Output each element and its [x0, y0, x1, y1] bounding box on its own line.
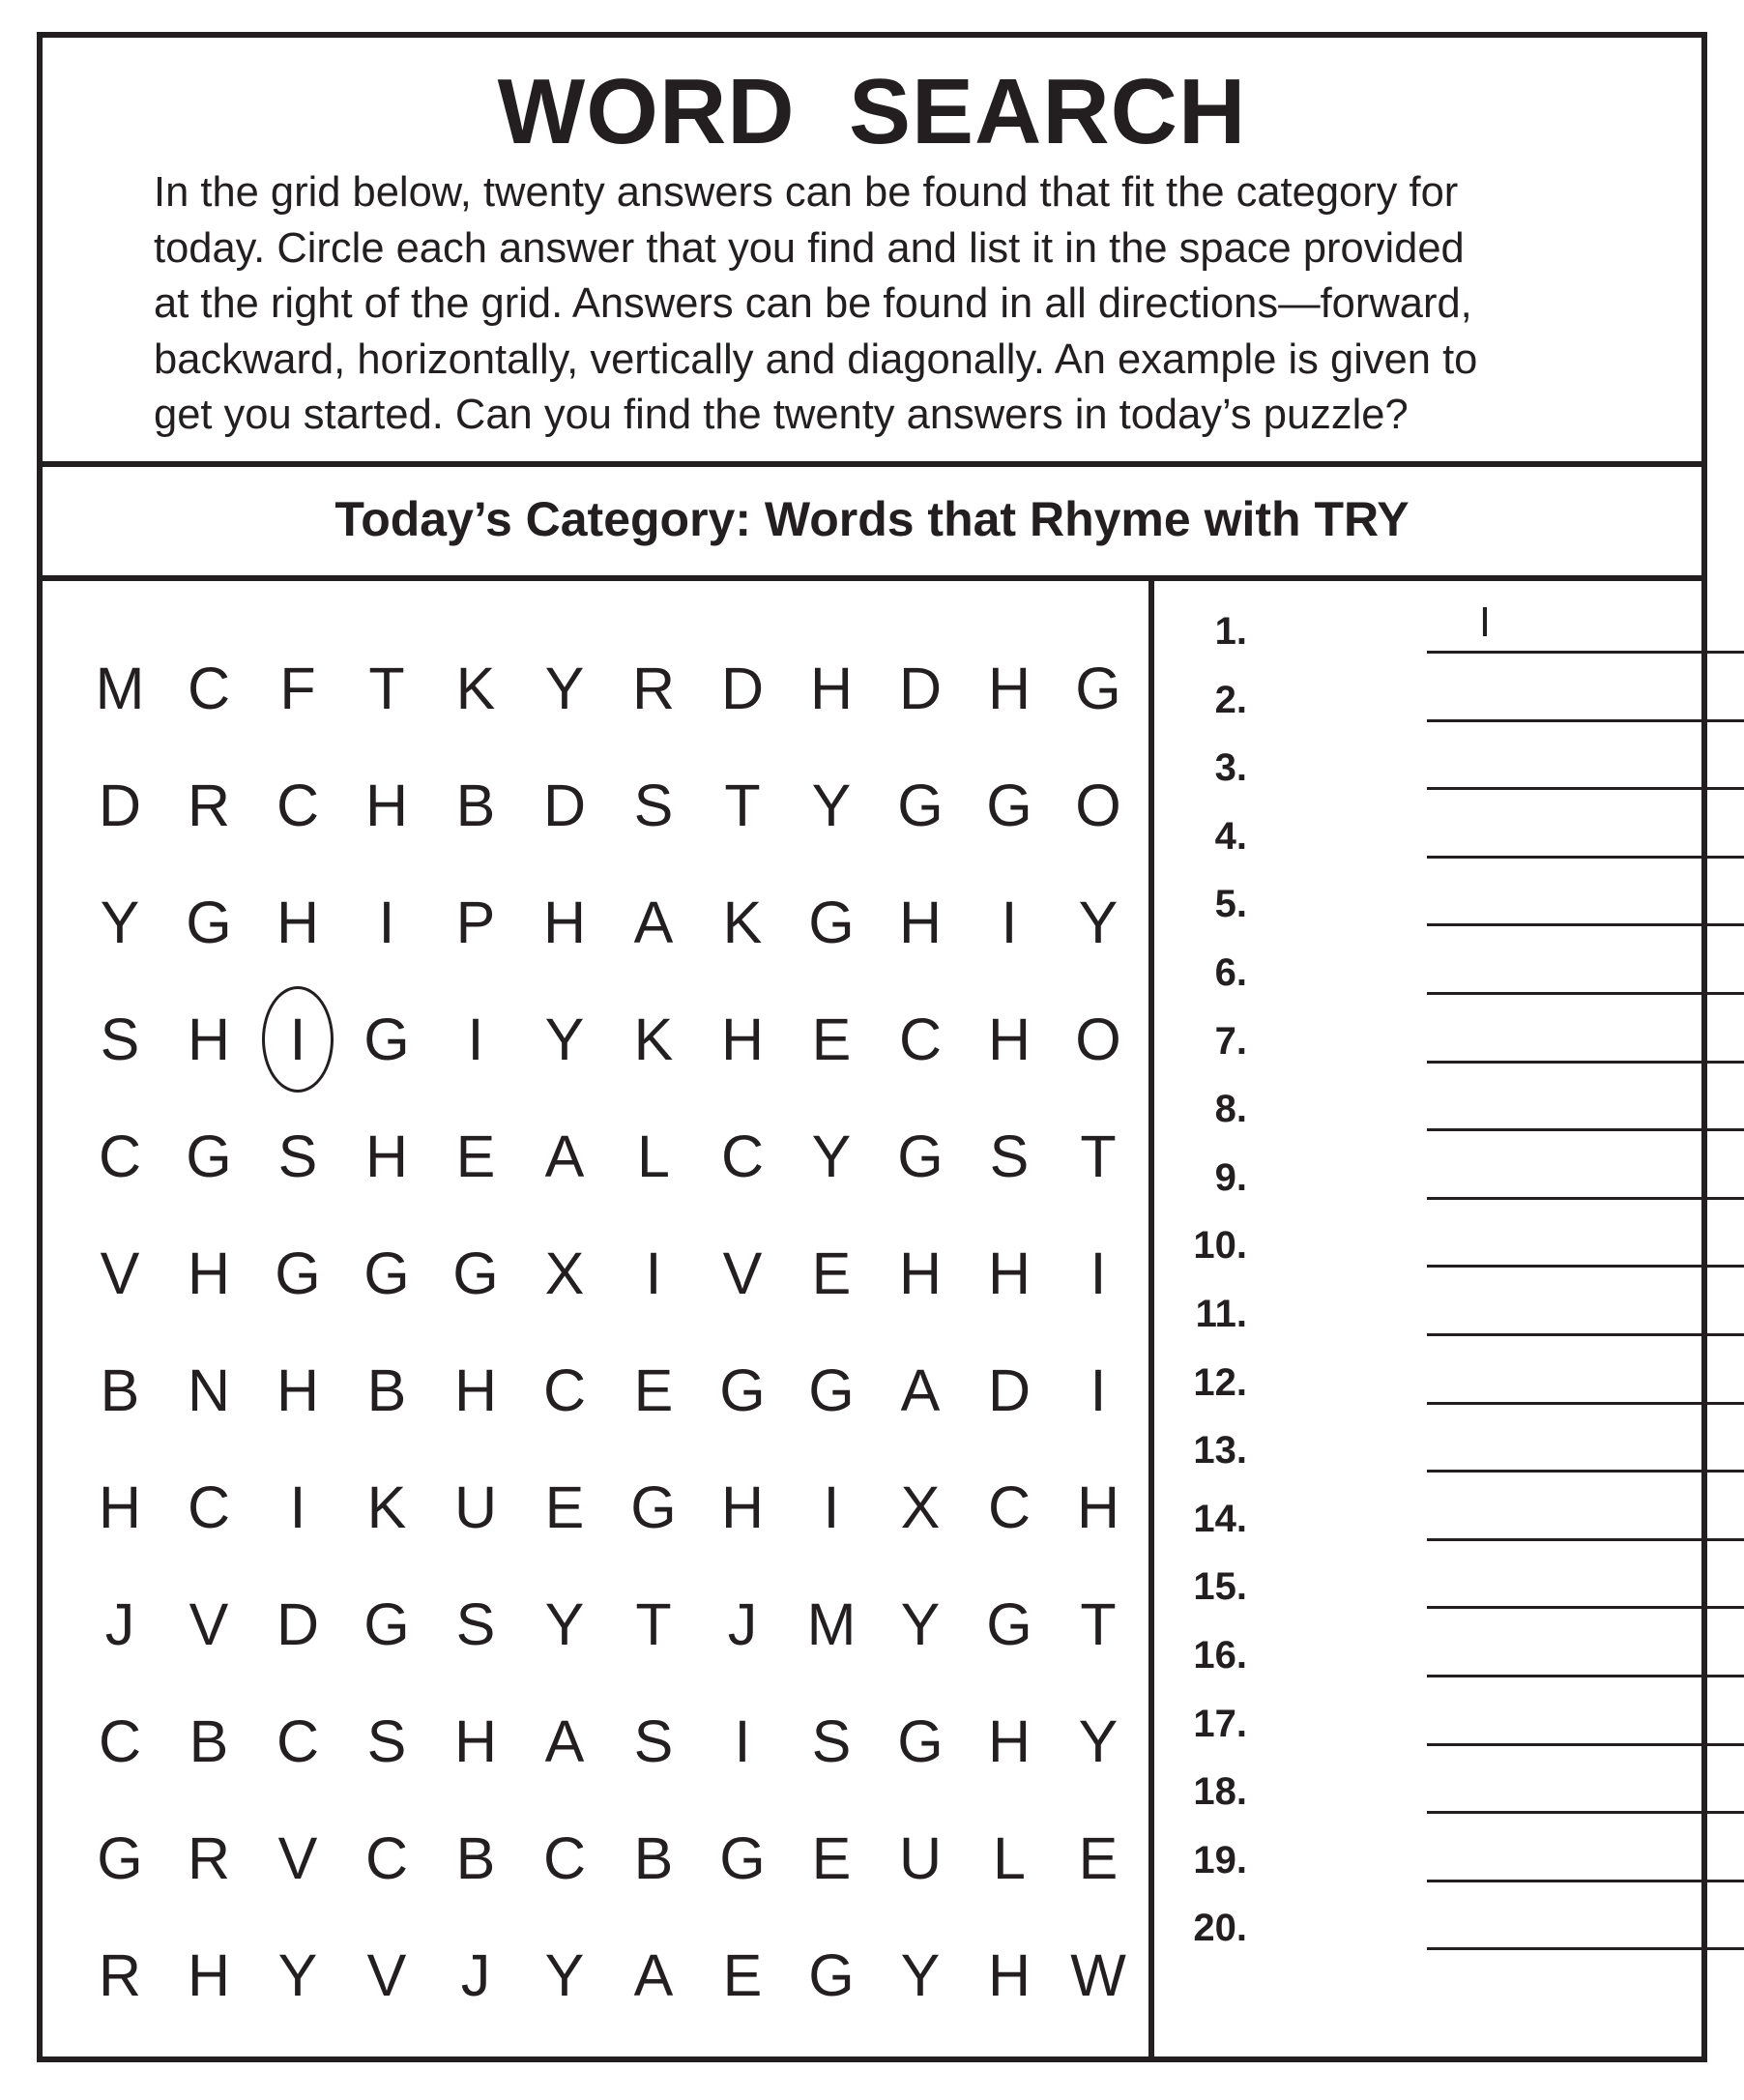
- grid-letter[interactable]: T: [1080, 1123, 1117, 1189]
- grid-letter[interactable]: S: [100, 1006, 140, 1072]
- answer-number: 12.: [1193, 1360, 1247, 1404]
- grid-letter[interactable]: Y: [811, 772, 852, 838]
- answer-row: [1154, 1701, 1701, 1772]
- grid-letter[interactable]: G: [630, 1473, 677, 1540]
- answer-row: [1154, 1905, 1701, 1976]
- answer-blank-line[interactable]: [1427, 1675, 1744, 1677]
- grid-letter[interactable]: H: [809, 655, 854, 721]
- answer-number: 6.: [1214, 951, 1247, 994]
- grid-letter[interactable]: S: [989, 1123, 1030, 1189]
- answer-row: [1154, 1018, 1701, 1090]
- grid-letter[interactable]: G: [897, 1707, 944, 1774]
- answer-number: 15.: [1193, 1565, 1247, 1609]
- grid-letter[interactable]: C: [542, 1824, 587, 1891]
- grid-letter[interactable]: C: [98, 1707, 142, 1774]
- answer-row: [1154, 1768, 1701, 1840]
- puzzle-frame: [37, 32, 1707, 2062]
- answer-blank-line[interactable]: [1427, 1402, 1744, 1405]
- answer-blank-line[interactable]: [1427, 1880, 1744, 1882]
- grid-letter[interactable]: D: [720, 655, 765, 721]
- answer-row: [1154, 1154, 1701, 1226]
- answer-row: [1154, 1427, 1701, 1499]
- grid-letter[interactable]: Y: [1078, 1707, 1119, 1774]
- grid-letter[interactable]: G: [1075, 655, 1121, 721]
- grid-letter[interactable]: H: [453, 1356, 498, 1423]
- grid-letter[interactable]: H: [98, 1473, 142, 1540]
- answer-number: 11.: [1195, 1293, 1247, 1335]
- letter-grid-panel: [43, 581, 1154, 2056]
- answer-number: 17.: [1193, 1702, 1247, 1745]
- instructions-line: backward, horizontally, vertically and diagonally. An example is given to: [154, 335, 1478, 383]
- grid-letter[interactable]: C: [364, 1824, 409, 1891]
- grid-letter[interactable]: G: [186, 1123, 232, 1189]
- grid-letter[interactable]: G: [808, 889, 855, 955]
- grid-letter[interactable]: H: [187, 1941, 231, 2008]
- grid-letter[interactable]: C: [987, 1473, 1032, 1540]
- answer-number: 3.: [1214, 746, 1247, 790]
- answer-row: [1154, 1837, 1701, 1909]
- instructions: [154, 165, 1671, 444]
- grid-letter[interactable]: D: [542, 772, 587, 838]
- grid-letter[interactable]: G: [719, 1356, 766, 1423]
- grid-letter[interactable]: G: [363, 1240, 410, 1306]
- answer-blank-line[interactable]: [1427, 1947, 1744, 1950]
- grid-letter[interactable]: I: [734, 1707, 751, 1774]
- grid-letter[interactable]: S: [633, 1707, 674, 1774]
- answer-row: [1154, 1291, 1701, 1362]
- answer-number: 16.: [1193, 1634, 1247, 1677]
- grid-letter[interactable]: H: [276, 889, 320, 955]
- grid-letter[interactable]: P: [455, 889, 496, 955]
- grid-letter[interactable]: K: [722, 889, 763, 955]
- grid-letter[interactable]: V: [366, 1941, 407, 2008]
- grid-letter[interactable]: G: [97, 1824, 143, 1891]
- grid-letter[interactable]: V: [722, 1240, 763, 1306]
- grid-letter[interactable]: G: [808, 1356, 855, 1423]
- answer-blank-line[interactable]: [1427, 1743, 1744, 1746]
- grid-letter[interactable]: I: [645, 1240, 662, 1306]
- instructions-line: today. Circle each answer that you find and list it in the space provided: [154, 224, 1465, 272]
- grid-letter[interactable]: V: [100, 1240, 140, 1306]
- grid-letter[interactable]: G: [452, 1240, 499, 1306]
- answer-blank-line[interactable]: [1427, 1333, 1744, 1336]
- grid-letter[interactable]: H: [453, 1707, 498, 1774]
- grid-letter[interactable]: S: [811, 1707, 852, 1774]
- answer-blank-line[interactable]: [1427, 1265, 1744, 1268]
- grid-letter[interactable]: E: [811, 1240, 852, 1306]
- answer-number: 5.: [1214, 883, 1247, 926]
- grid-letter[interactable]: V: [189, 1590, 229, 1657]
- puzzle-header: [43, 38, 1701, 467]
- answer-row: [1154, 813, 1701, 885]
- grid-letter[interactable]: H: [987, 655, 1032, 721]
- answer-row: [1154, 881, 1701, 952]
- answer-blank-line[interactable]: [1427, 1606, 1744, 1609]
- instructions-line: at the right of the grid. Answers can be found in all directions—forward,: [154, 280, 1472, 327]
- grid-letter[interactable]: A: [633, 1941, 674, 2008]
- grid-letter[interactable]: L: [637, 1123, 670, 1189]
- grid-letter[interactable]: H: [1076, 1473, 1120, 1540]
- answer-blank-line[interactable]: [1427, 1470, 1744, 1473]
- grid-letter[interactable]: H: [987, 1006, 1032, 1072]
- answer-number: 20.: [1193, 1907, 1247, 1950]
- answer-number: 14.: [1193, 1497, 1247, 1540]
- grid-letter[interactable]: C: [187, 655, 231, 721]
- category-label: Today’s Category: Words that Rhyme with TRY: [43, 467, 1701, 581]
- grid-letter[interactable]: U: [898, 1824, 943, 1891]
- grid-letter[interactable]: D: [276, 1590, 320, 1657]
- grid-letter[interactable]: I: [1090, 1356, 1107, 1423]
- grid-letter[interactable]: D: [898, 655, 943, 721]
- grid-letter[interactable]: R: [187, 1824, 231, 1891]
- grid-letter[interactable]: H: [720, 1006, 765, 1072]
- grid-letter[interactable]: S: [366, 1707, 407, 1774]
- grid-letter[interactable]: G: [719, 1824, 766, 1891]
- answer-row: [1154, 1496, 1701, 1567]
- grid-letter[interactable]: B: [366, 1356, 407, 1423]
- grid-letter[interactable]: O: [1075, 1006, 1121, 1072]
- grid-letter[interactable]: G: [986, 1590, 1032, 1657]
- grid-letter[interactable]: J: [104, 1590, 135, 1657]
- grid-letter[interactable]: G: [897, 772, 944, 838]
- grid-letter[interactable]: T: [368, 655, 405, 721]
- answer-blank-line[interactable]: [1427, 992, 1744, 995]
- grid-letter[interactable]: T: [724, 772, 761, 838]
- answer-number: 8.: [1214, 1088, 1247, 1131]
- grid-letter[interactable]: C: [98, 1123, 142, 1189]
- grid-letter[interactable]: U: [453, 1473, 498, 1540]
- answer-number: 2.: [1214, 678, 1247, 721]
- grid-letter[interactable]: G: [275, 1240, 321, 1306]
- grid-letter[interactable]: T: [635, 1590, 672, 1657]
- answer-blank-line[interactable]: [1427, 1538, 1744, 1541]
- answer-value: I: [1478, 598, 1492, 646]
- grid-letter[interactable]: H: [987, 1240, 1032, 1306]
- grid-letter[interactable]: B: [633, 1824, 674, 1891]
- grid-letter[interactable]: K: [633, 1006, 674, 1072]
- grid-letter[interactable]: A: [633, 889, 674, 955]
- grid-letter[interactable]: D: [987, 1356, 1032, 1423]
- grid-letter[interactable]: A: [544, 1707, 585, 1774]
- instructions-line: In the grid below, twenty answers can be found that fit the category for: [154, 169, 1459, 216]
- grid-letter[interactable]: H: [187, 1240, 231, 1306]
- grid-letter[interactable]: Y: [277, 1941, 318, 2008]
- answer-number: 9.: [1214, 1155, 1247, 1199]
- grid-letter[interactable]: R: [98, 1941, 142, 2008]
- grid-letter[interactable]: A: [900, 1356, 941, 1423]
- grid-letter[interactable]: C: [542, 1356, 587, 1423]
- grid-letter[interactable]: H: [187, 1006, 231, 1072]
- grid-letter[interactable]: Y: [100, 889, 140, 955]
- grid-letter[interactable]: E: [455, 1123, 496, 1189]
- grid-letter[interactable]: C: [898, 1006, 943, 1072]
- grid-letter[interactable]: L: [993, 1824, 1026, 1891]
- grid-letter[interactable]: H: [987, 1707, 1032, 1774]
- grid-letter[interactable]: J: [460, 1941, 491, 2008]
- answer-number: 13.: [1193, 1429, 1247, 1473]
- grid-letter[interactable]: N: [187, 1356, 231, 1423]
- grid-letter[interactable]: I: [823, 1473, 840, 1540]
- grid-letter[interactable]: I: [467, 1006, 484, 1072]
- answer-row: [1154, 677, 1701, 748]
- grid-letter[interactable]: I: [378, 889, 395, 955]
- grid-letter[interactable]: X: [544, 1240, 585, 1306]
- answer-row: [1154, 1086, 1701, 1157]
- grid-letter[interactable]: Y: [544, 1941, 585, 2008]
- grid-letter[interactable]: D: [98, 772, 142, 838]
- grid-letter[interactable]: G: [986, 772, 1032, 838]
- grid-letter[interactable]: M: [95, 655, 145, 721]
- answer-blank-line[interactable]: [1427, 1061, 1744, 1064]
- grid-letter[interactable]: M: [806, 1590, 857, 1657]
- grid-letter[interactable]: C: [720, 1123, 765, 1189]
- answer-list: [1154, 581, 1701, 2056]
- grid-letter[interactable]: Y: [544, 1006, 585, 1072]
- grid-letter[interactable]: H: [898, 889, 943, 955]
- grid-letter[interactable]: Y: [811, 1123, 852, 1189]
- grid-letter[interactable]: E: [722, 1941, 763, 2008]
- grid-letter[interactable]: G: [186, 889, 232, 955]
- grid-letter[interactable]: G: [808, 1941, 855, 2008]
- grid-letter[interactable]: Y: [1078, 889, 1119, 955]
- grid-letter[interactable]: W: [1070, 1941, 1126, 2008]
- answer-number: 1.: [1214, 610, 1247, 653]
- letter-grid: [75, 629, 1143, 2033]
- grid-letter[interactable]: H: [276, 1356, 320, 1423]
- grid-letter[interactable]: C: [276, 772, 320, 838]
- grid-letter[interactable]: H: [364, 1123, 409, 1189]
- grid-letter[interactable]: K: [366, 1473, 407, 1540]
- grid-letter[interactable]: F: [279, 655, 316, 721]
- grid-letter-circled-example[interactable]: I: [253, 980, 342, 1097]
- answer-row: [1154, 598, 1701, 680]
- grid-letter[interactable]: B: [455, 772, 496, 838]
- answer-row: [1154, 1632, 1701, 1704]
- grid-letter[interactable]: H: [720, 1473, 765, 1540]
- answer-blank-line[interactable]: [1427, 651, 1744, 654]
- grid-letter[interactable]: C: [187, 1473, 231, 1540]
- grid-letter[interactable]: T: [1080, 1590, 1117, 1657]
- grid-letter[interactable]: C: [276, 1707, 320, 1774]
- grid-letter[interactable]: S: [633, 772, 674, 838]
- grid-letter[interactable]: I: [1001, 889, 1018, 955]
- instructions-line: get you started. Can you find the twenty answers in today’s puzzle?: [154, 392, 1409, 438]
- answer-row: [1154, 1359, 1701, 1431]
- grid-letter[interactable]: Y: [544, 1590, 585, 1657]
- grid-letter[interactable]: O: [1075, 772, 1121, 838]
- answer-blank-line[interactable]: [1427, 1128, 1744, 1131]
- answer-number: 18.: [1193, 1770, 1247, 1814]
- answer-number: 10.: [1193, 1224, 1247, 1268]
- answer-blank-line[interactable]: [1427, 856, 1744, 859]
- grid-letter[interactable]: G: [897, 1123, 944, 1189]
- grid-letter[interactable]: S: [455, 1590, 496, 1657]
- grid-letter[interactable]: E: [544, 1473, 585, 1540]
- grid-letter[interactable]: Y: [900, 1941, 941, 2008]
- answer-number: 19.: [1193, 1838, 1247, 1881]
- answer-row: [1154, 949, 1701, 1021]
- grid-letter[interactable]: S: [277, 1123, 318, 1189]
- answer-row: [1154, 744, 1701, 816]
- grid-letter[interactable]: I: [289, 1473, 306, 1540]
- grid-letter[interactable]: B: [100, 1356, 140, 1423]
- page-title: WORD SEARCH: [497, 60, 1247, 163]
- answer-blank-line[interactable]: [1427, 1811, 1744, 1814]
- answer-blank-line[interactable]: [1427, 1197, 1744, 1200]
- answer-blank-line[interactable]: [1427, 787, 1744, 790]
- grid-letter[interactable]: E: [811, 1824, 852, 1891]
- grid-letter[interactable]: H: [987, 1941, 1032, 2008]
- grid-letter[interactable]: B: [455, 1824, 496, 1891]
- answer-number: 7.: [1214, 1019, 1247, 1063]
- answer-row: [1154, 1563, 1701, 1635]
- grid-letter[interactable]: V: [277, 1824, 318, 1891]
- grid-letter[interactable]: G: [363, 1006, 410, 1072]
- grid-letter[interactable]: H: [364, 772, 409, 838]
- answer-blank-line[interactable]: [1427, 719, 1744, 722]
- grid-letter[interactable]: Y: [900, 1590, 941, 1657]
- grid-letter[interactable]: E: [633, 1356, 674, 1423]
- grid-letter[interactable]: K: [455, 655, 496, 721]
- grid-letter[interactable]: R: [631, 655, 676, 721]
- grid-letter[interactable]: A: [544, 1123, 585, 1189]
- grid-letter[interactable]: B: [189, 1707, 229, 1774]
- grid-letter[interactable]: H: [898, 1240, 943, 1306]
- grid-letter[interactable]: E: [1078, 1824, 1119, 1891]
- grid-letter[interactable]: I: [1090, 1240, 1107, 1306]
- grid-letter[interactable]: R: [187, 772, 231, 838]
- answer-blank-line[interactable]: [1427, 923, 1744, 926]
- answer-number: 4.: [1214, 814, 1247, 858]
- grid-letter[interactable]: G: [363, 1590, 410, 1657]
- grid-letter[interactable]: X: [900, 1473, 941, 1540]
- grid-letter[interactable]: Y: [544, 655, 585, 721]
- answer-row: [1154, 1222, 1701, 1294]
- grid-letter[interactable]: E: [811, 1006, 852, 1072]
- grid-letter[interactable]: H: [542, 889, 587, 955]
- grid-letter[interactable]: J: [727, 1590, 758, 1657]
